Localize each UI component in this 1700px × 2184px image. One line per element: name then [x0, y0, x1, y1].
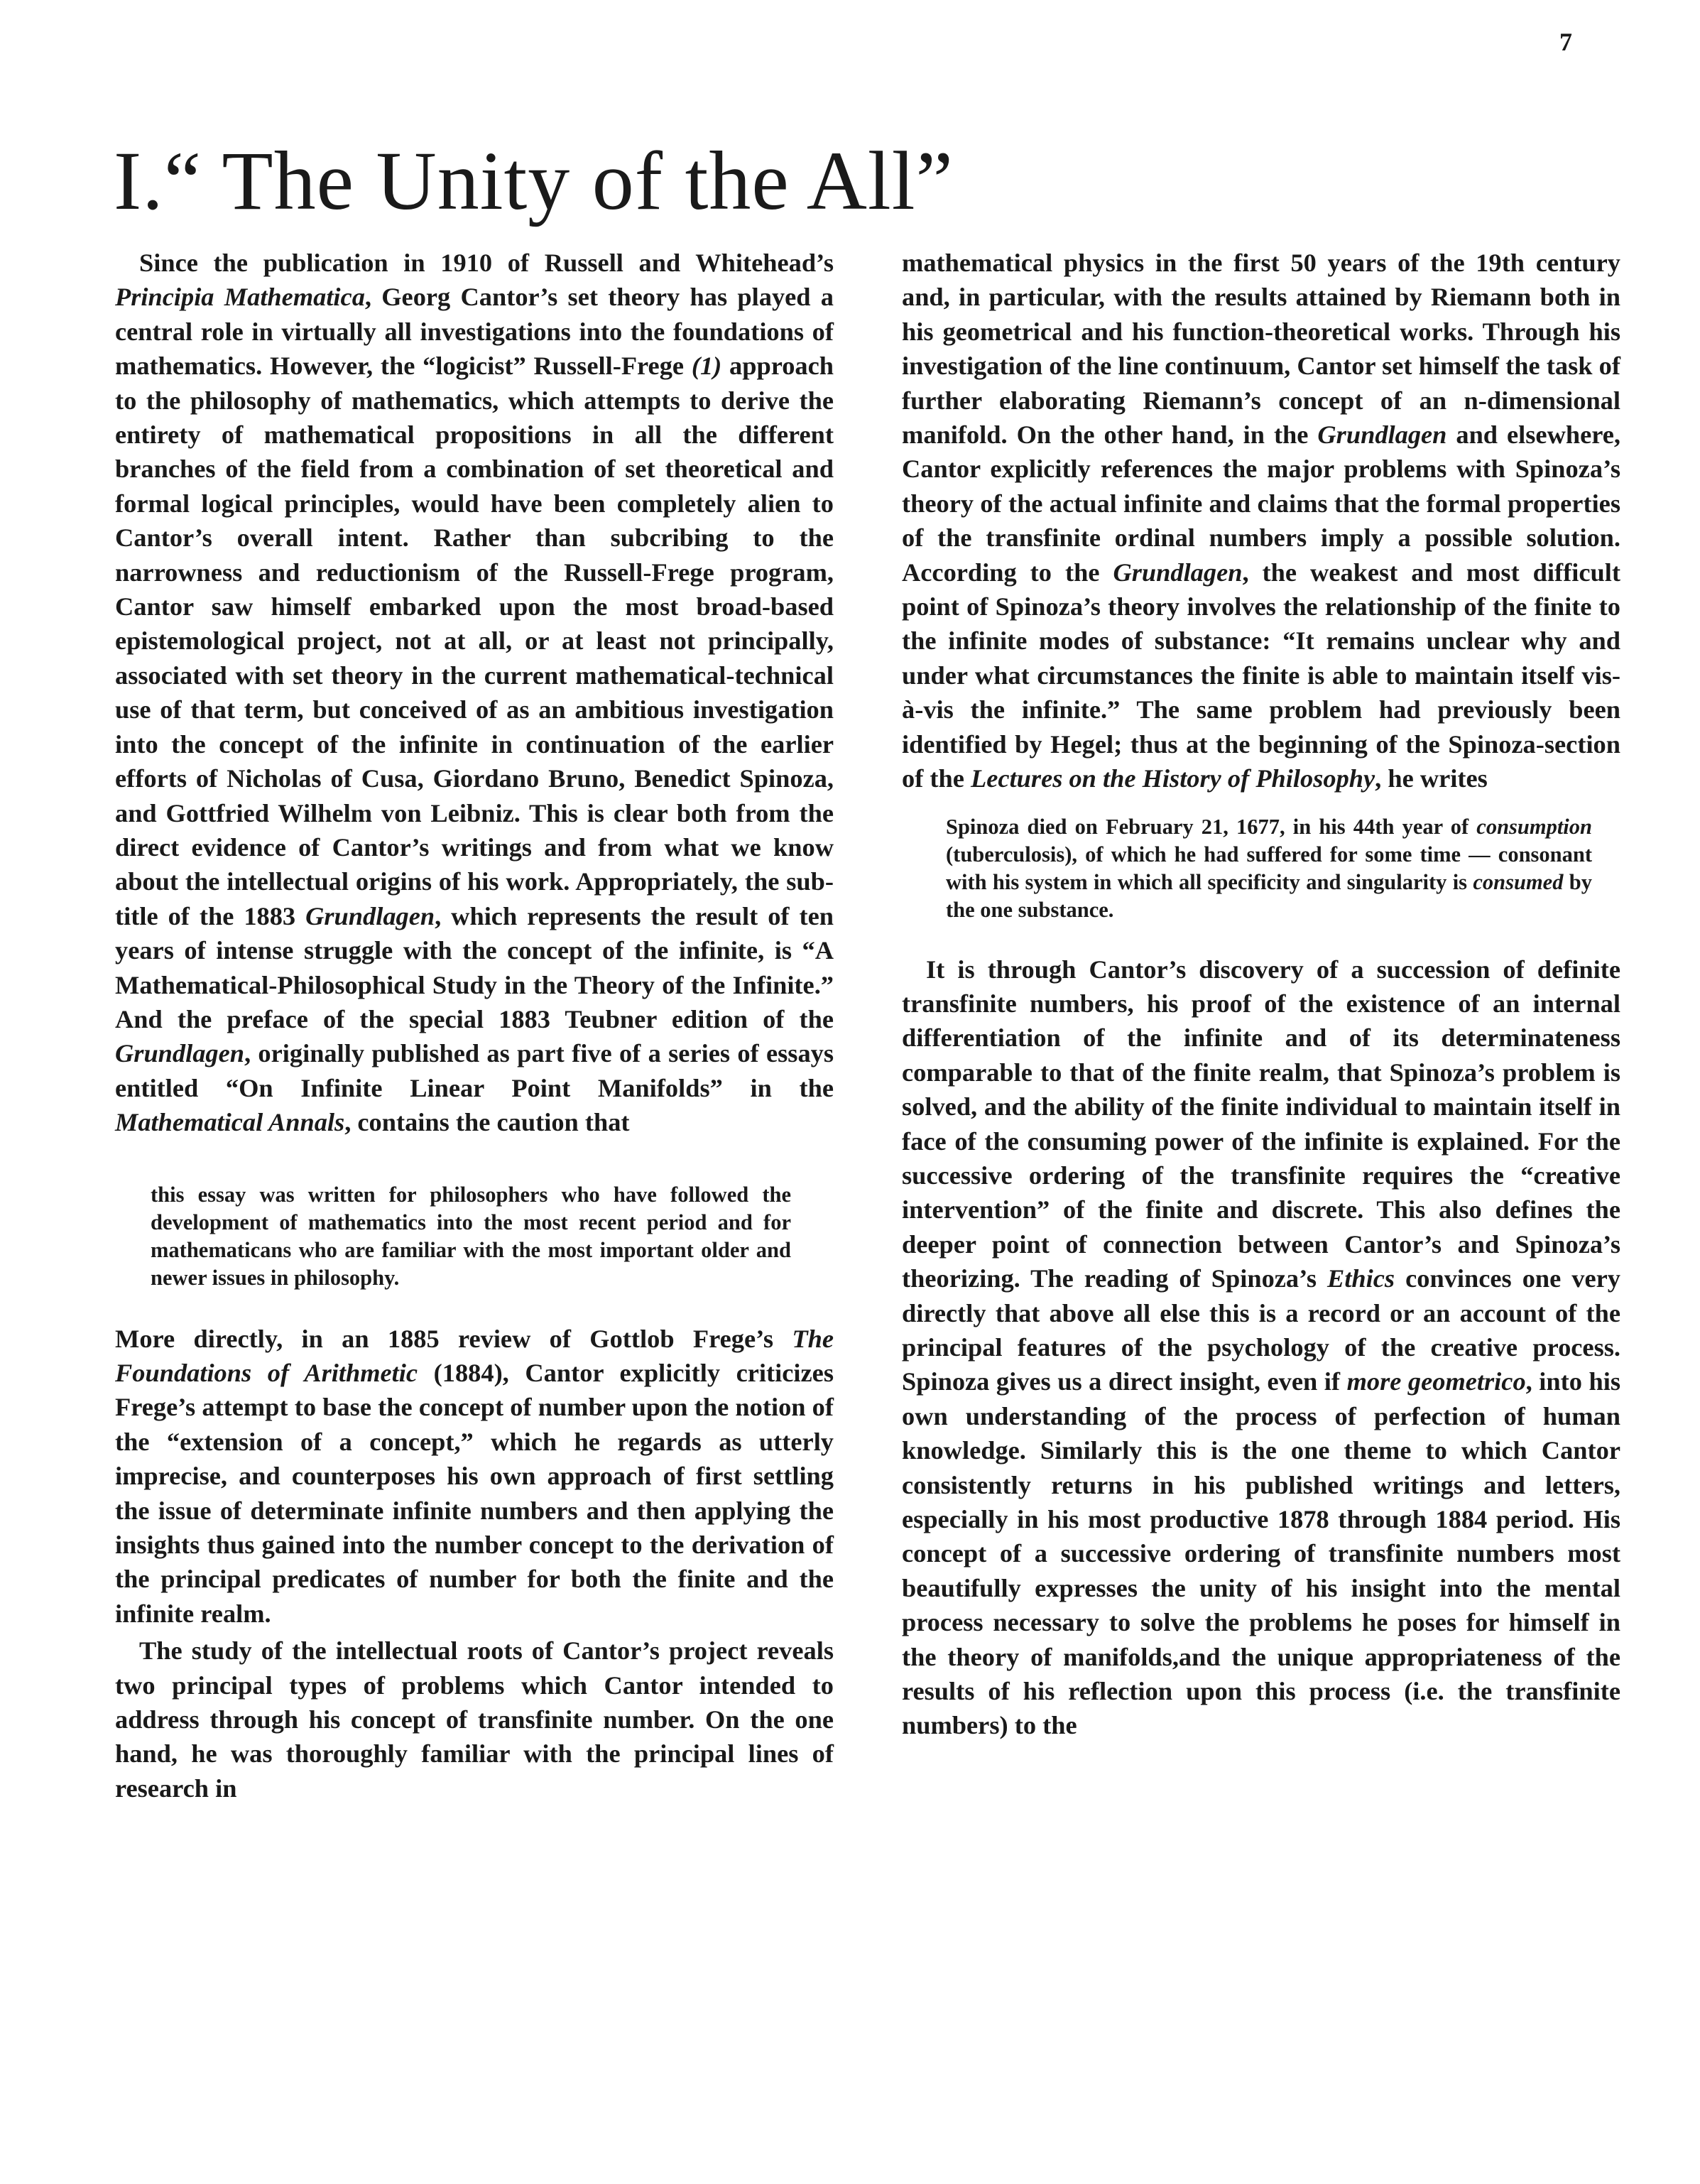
italic-text-run: Ethics: [1327, 1264, 1395, 1293]
text-run: Spinoza died on February 21, 1677, in his 44th year of: [946, 814, 1477, 839]
left-block-quote: this essay was written for philosophers who have followed the development of mathematics into the most recent period and for mathematicans who are familiar with the most important older and newer issues in philosophy.: [151, 1182, 791, 1290]
right-paragraph-2: [902, 952, 1620, 1743]
text-run: Since the publication in 1910 of Russell and Whitehead’s: [139, 249, 834, 277]
page-number: 7: [1559, 28, 1572, 56]
italic-text-run: Lectures on the History of Philosophy: [971, 764, 1375, 793]
page-title: I.“ The Unity of the All”: [114, 134, 954, 227]
text-run: , the weakest and most difficult point of Spinoza’s theory involves the relationship of the finite to the infinite modes of substance: “It remains unclear why and under what circumstances the finite is able to maintain itself vis-à-vis the infinite.” The same problem had previously been identified by Hegel; thus at the beginning of the Spinoza-section of the: [902, 558, 1620, 793]
text-run: , Georg Cantor’s set theory has played a central role in virtually all investigations into the foundations of mathematics. However, the “logicist” Russell-Frege: [115, 283, 834, 381]
left-paragraph-1: [115, 246, 834, 1140]
italic-text-run: (1): [691, 352, 722, 381]
text-run: (1884), Cantor explicitly criticizes Frege’s attempt to base the concept of number upon the notion of the “extension of a concept,” which he regards as utterly imprecise, and counterposes his own approach of first settling the issue of determinate infinite numbers and then applying the insights thus gained into the number concept to the derivation of the principal predicates of number for both the finite and the infinite realm.: [115, 1358, 834, 1628]
text-run: , into his own understanding of the process of perfection of human knowledge. Similarly this is the one theme to which Cantor consistently returns in his published writings and letters, especially in his most productive 1878 through 1884 period. His concept of a successive ordering of transfinite numbers most beautifully expresses the unity of his insight into the mental process necessary to solve the problems he poses for himself in the theory of manifolds,and the unique appropriateness of the results of his reflection upon this process (i.e. the transfinite numbers) to the: [902, 1367, 1620, 1740]
text-run: and elsewhere, Cantor explicitly references the major problems with Spinoza’s theory of the actual infinite and claims that the formal properties of the transfinite ordinal numbers imply a possible solution. According to the: [902, 420, 1620, 587]
right-block-quote: [946, 813, 1592, 924]
text-run: by the one substance.: [946, 869, 1592, 922]
italic-text-run: consumption: [1476, 814, 1592, 839]
text-run: convinces one very directly that above all else this is a record or an account of the principal features of the psychology of the creative process. Spinoza gives us a direct insight, even if: [902, 1264, 1620, 1396]
text-run: approach to the philosophy of mathematics, which attempts to derive the entirety of mathematical propositions in all the different branches of the field from a combination of set theoretical and formal logical principles, would have been completely alien to Cantor’s overall intent. Rather than subcribing to the narrowness and reductionism of the Russell-Frege program, Cantor saw himself embarked upon the most broad-based epistemological project, not at all, or at least not principally, associated with set theory in the current mathematical-technical use of that term, but conceived of as an ambitious investigation into the concept of the infinite in continuation of the earlier efforts of Nicholas of Cusa, Giordano Bruno, Benedict Spinoza, and Gottfried Wilhelm von Leibniz. This is clear both from the direct evidence of Cantor’s writings and from what we know about the intellectual origins of his work. Appropriately, the sub-title of the 1883: [115, 352, 834, 930]
right-column: [902, 246, 1620, 1743]
italic-text-run: more geometrico: [1346, 1367, 1526, 1396]
text-run: , originally published as part five of a series of essays entitled “On Infinite Linear Point Manifolds” in the: [115, 1039, 834, 1102]
italic-text-run: Grundlagen: [305, 901, 435, 930]
italic-text-run: Principia Mathematica: [115, 283, 365, 312]
right-paragraph-1: [902, 246, 1620, 796]
left-column: [115, 246, 834, 1805]
text-run: , contains the caution that: [344, 1108, 630, 1137]
text-run: mathematical physics in the first 50 years of the 19th century and, in particular, with the results attained by Riemann both in his geometrical and his function-theoretical works. Through his investigation of the line continuum, Cantor set himself the task of further elaborating Riemann’s concept of an n-dimensional manifold. On the other hand, in the: [902, 249, 1620, 450]
italic-text-run: The Foundations of Arithmetic: [115, 1324, 834, 1387]
italic-text-run: Grundlagen: [1317, 420, 1447, 450]
text-run: More directly, in an 1885 review of Gottlob Frege’s: [115, 1324, 792, 1353]
text-run: The study of the intellectual roots of Cantor’s project reveals two principal types of problems which Cantor intended to address through his concept of transfinite number. On the one hand, he was thoroughly familiar with the principal lines of research in: [115, 1636, 834, 1803]
italic-text-run: Mathematical Annals: [115, 1108, 345, 1137]
text-run: It is through Cantor’s discovery of a succession of definite transfinite numbers, his proof of the existence of an internal differentiation of the infinite and of its determinateness comparable to that of the finite realm, that Spinoza’s problem is solved, and the ability of the finite individual to maintain itself in face of the consuming power of the infinite is explained. For the successive ordering of the transfinite requires the “creative intervention” of the finite and discrete. This also defines the deeper point of connection between Cantor’s and Spinoza’s theorizing. The reading of Spinoza’s: [902, 955, 1620, 1293]
text-run: , which represents the result of ten years of intense struggle with the concept of the infinite, is “A Mathematical-Philosophical Study in the Theory of the Infinite.” And the preface of the special 1883 Teubner edition of the: [115, 901, 834, 1033]
italic-text-run: Grundlagen: [1113, 558, 1243, 587]
left-paragraph-2: [115, 1322, 834, 1631]
text-run: , he writes: [1375, 764, 1488, 793]
italic-text-run: Grundlagen: [115, 1039, 245, 1068]
left-paragraph-3: [115, 1634, 834, 1805]
italic-text-run: consumed: [1473, 869, 1564, 894]
text-run: (tuberculosis), of which he had suffered for some time — consonant with his system in which all specificity and singularity is: [946, 842, 1592, 894]
